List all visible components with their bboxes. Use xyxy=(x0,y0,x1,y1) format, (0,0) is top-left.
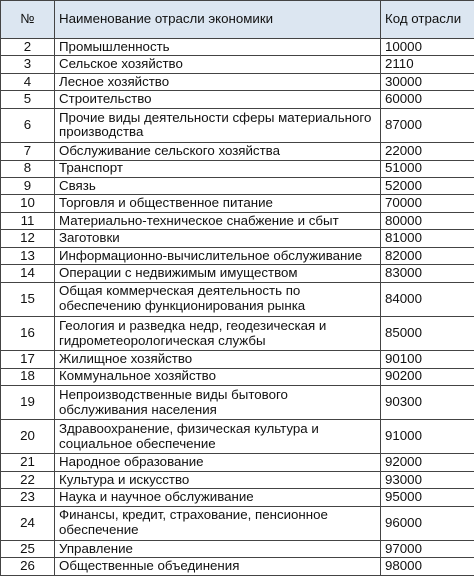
table-row xyxy=(1,316,474,350)
table-row xyxy=(1,368,474,385)
industry-name: Народное образование xyxy=(55,454,381,471)
industry-code: 84000 xyxy=(381,282,474,316)
table-row xyxy=(1,73,474,90)
industry-name: Коммунальное хозяйство xyxy=(55,368,381,385)
row-number: 10 xyxy=(1,195,55,212)
industry-name: Прочие виды деятельности сферы материального производства xyxy=(55,108,381,142)
row-number: 19 xyxy=(1,386,55,420)
row-number: 8 xyxy=(1,160,55,177)
header-number: № xyxy=(1,1,55,39)
industry-name: Связь xyxy=(55,177,381,194)
row-number: 7 xyxy=(1,143,55,160)
industry-name: Геология и разведка недр, геодезическая и гидрометеорологическая службы xyxy=(55,316,381,350)
row-number: 14 xyxy=(1,265,55,282)
row-number: 26 xyxy=(1,558,55,576)
table-row xyxy=(1,247,474,264)
industry-code: 30000 xyxy=(381,73,474,90)
header-industry-name: Наименование отрасли экономики xyxy=(55,1,381,39)
table-row xyxy=(1,212,474,229)
row-number: 3 xyxy=(1,56,55,73)
table-row xyxy=(1,540,474,557)
row-number: 2 xyxy=(1,39,55,56)
industry-name: Транспорт xyxy=(55,160,381,177)
industry-code: 90300 xyxy=(381,386,474,420)
industry-code: 22000 xyxy=(381,143,474,160)
table-body xyxy=(1,39,474,576)
industry-code: 98000 xyxy=(381,558,474,576)
industry-code: 60000 xyxy=(381,91,474,108)
industry-name: Общая коммерческая деятельность по обеспечению функционирования рынка xyxy=(55,282,381,316)
industry-code: 70000 xyxy=(381,195,474,212)
industry-code: 90200 xyxy=(381,368,474,385)
industry-name: Культура и искусство xyxy=(55,471,381,488)
table-row xyxy=(1,420,474,454)
industry-name: Операции с недвижимым имуществом xyxy=(55,265,381,282)
table-row xyxy=(1,489,474,506)
row-number: 12 xyxy=(1,230,55,247)
industry-name: Лесное хозяйство xyxy=(55,73,381,90)
industry-name: Промышленность xyxy=(55,39,381,56)
industry-name: Непроизводственные виды бытового обслуживания населения xyxy=(55,386,381,420)
table-row xyxy=(1,454,474,471)
industry-code: 93000 xyxy=(381,471,474,488)
industry-name: Обслуживание сельского хозяйства xyxy=(55,143,381,160)
row-number: 16 xyxy=(1,316,55,350)
industry-code: 52000 xyxy=(381,177,474,194)
table-row xyxy=(1,91,474,108)
industry-code: 82000 xyxy=(381,247,474,264)
row-number: 23 xyxy=(1,489,55,506)
industry-name: Наука и научное обслуживание xyxy=(55,489,381,506)
row-number: 5 xyxy=(1,91,55,108)
table-row xyxy=(1,282,474,316)
industry-code: 96000 xyxy=(381,506,474,540)
row-number: 4 xyxy=(1,73,55,90)
industry-code: 80000 xyxy=(381,212,474,229)
row-number: 11 xyxy=(1,212,55,229)
row-number: 18 xyxy=(1,368,55,385)
industry-code: 85000 xyxy=(381,316,474,350)
table-row xyxy=(1,386,474,420)
row-number: 9 xyxy=(1,177,55,194)
row-number: 13 xyxy=(1,247,55,264)
industry-code: 2110 xyxy=(381,56,474,73)
industry-code: 90100 xyxy=(381,351,474,368)
table-row xyxy=(1,108,474,142)
header-row xyxy=(1,1,474,39)
industry-name: Здравоохранение, физическая культура и социальное обеспечение xyxy=(55,420,381,454)
table-row xyxy=(1,506,474,540)
table-row xyxy=(1,471,474,488)
table-row xyxy=(1,195,474,212)
table-row xyxy=(1,177,474,194)
industry-code: 97000 xyxy=(381,540,474,557)
row-number: 24 xyxy=(1,506,55,540)
industry-name: Финансы, кредит, страхование, пенсионное обеспечение xyxy=(55,506,381,540)
industry-name: Материально-техническое снабжение и сбыт xyxy=(55,212,381,229)
table-row xyxy=(1,160,474,177)
industry-name: Заготовки xyxy=(55,230,381,247)
table-row xyxy=(1,143,474,160)
row-number: 15 xyxy=(1,282,55,316)
row-number: 17 xyxy=(1,351,55,368)
row-number: 20 xyxy=(1,420,55,454)
industry-name: Строительство xyxy=(55,91,381,108)
industry-name: Управление xyxy=(55,540,381,557)
row-number: 6 xyxy=(1,108,55,142)
industry-name: Сельское хозяйство xyxy=(55,56,381,73)
industry-name: Торговля и общественное питание xyxy=(55,195,381,212)
industry-name: Информационно-вычислительное обслуживание xyxy=(55,247,381,264)
industry-name: Жилищное хозяйство xyxy=(55,351,381,368)
row-number: 22 xyxy=(1,471,55,488)
industry-code: 92000 xyxy=(381,454,474,471)
header-industry-code: Код отрасли xyxy=(381,1,474,39)
industry-code: 91000 xyxy=(381,420,474,454)
industry-code: 81000 xyxy=(381,230,474,247)
table-row xyxy=(1,230,474,247)
industry-name: Общественные объединения xyxy=(55,558,381,576)
table-row xyxy=(1,39,474,56)
industry-code: 10000 xyxy=(381,39,474,56)
table-row xyxy=(1,351,474,368)
row-number: 25 xyxy=(1,540,55,557)
table-row xyxy=(1,558,474,576)
row-number: 21 xyxy=(1,454,55,471)
industry-code: 51000 xyxy=(381,160,474,177)
industry-code: 83000 xyxy=(381,265,474,282)
industry-code: 95000 xyxy=(381,489,474,506)
table-row xyxy=(1,56,474,73)
table-row xyxy=(1,265,474,282)
industry-code: 87000 xyxy=(381,108,474,142)
